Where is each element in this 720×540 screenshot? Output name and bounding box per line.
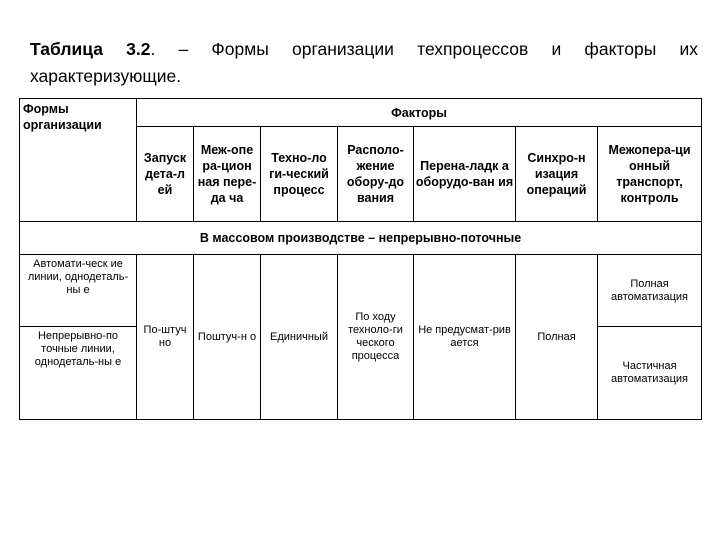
section-title: В массовом производстве – непрерывно-поточные [20, 222, 702, 255]
cell-transfer: Поштуч-н о [194, 255, 261, 420]
row-form-auto-lines: Автомати-ческ ие линии, однодеталь-ны е [20, 255, 137, 327]
factor-sync: Синхро-н изация операций [516, 127, 598, 222]
table-caption [30, 36, 698, 90]
cell-launch: По-штуч но [137, 255, 194, 420]
caption-text: – Формы организации техпроцессов и факторы их характеризующие. [30, 39, 698, 86]
cell-transport-partial: Частичная автоматизация [598, 327, 702, 420]
factor-placement: Располо- жение обору-до вания [338, 127, 414, 222]
header-factors: Факторы [137, 99, 702, 127]
row-form-continuous-lines: Непрерывно-по точные линии, однодеталь-ны е [20, 327, 137, 420]
factors-table [19, 98, 702, 420]
caption-dot: . [150, 39, 156, 59]
cell-readjust: Не предусмат-рив ается [414, 255, 516, 420]
factor-launch: Запуск дета-л ей [137, 127, 194, 222]
header-forms: Формы организации [20, 99, 137, 222]
factor-process: Техно-ло ги-ческий процесс [261, 127, 338, 222]
cell-process: Единичный [261, 255, 338, 420]
cell-sync: Полная [516, 255, 598, 420]
factor-transport: Межопера-ци онный транспорт, контроль [598, 127, 702, 222]
cell-placement: По ходу техноло-ги ческого процесса [338, 255, 414, 420]
factor-transfer: Меж-опе ра-цион ная пере-да ча [194, 127, 261, 222]
caption-label: Таблица 3.2 [30, 39, 151, 59]
factor-readjust: Перена-ладк а оборудо-ван ия [414, 127, 516, 222]
cell-transport-full: Полная автоматизация [598, 255, 702, 327]
